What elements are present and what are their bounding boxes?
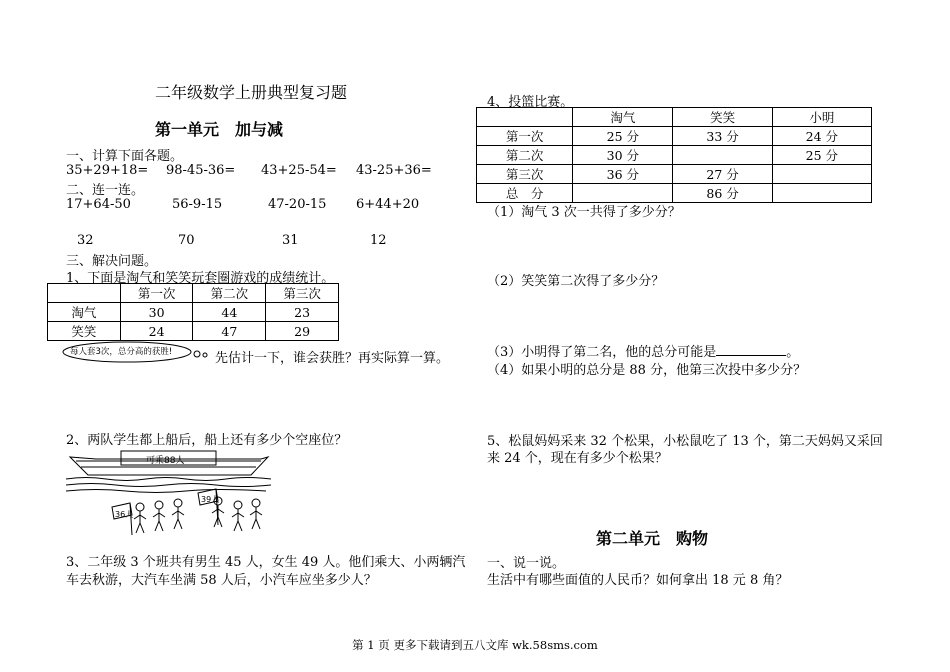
table-cell: 总 分 <box>477 184 573 203</box>
calc-item: 43-25+36= <box>356 163 432 178</box>
subquestion-1: （1）淘气 3 次一共得了多少分？ <box>487 205 681 220</box>
table-cell: 第一次 <box>477 127 573 146</box>
unit2-section1-heading: 一、说一说。 <box>487 556 566 571</box>
table-cell: 30 <box>120 303 193 322</box>
table-cell: 29 <box>266 322 339 341</box>
table-row <box>48 322 339 341</box>
table-row <box>477 184 872 203</box>
match-number: 32 <box>77 233 94 248</box>
match-expression: 17+64-50 <box>66 197 131 212</box>
match-number: 12 <box>370 233 387 248</box>
table-cell: 第三次 <box>477 165 573 184</box>
question5-line2: 来 24 个，现在有多少个松果？ <box>487 451 668 466</box>
question1-text: 先估计一下，谁会获胜？再实际算一算。 <box>215 351 450 366</box>
question3-line2: 车去秋游，大汽车坐满 58 人后，小汽车应坐多少人？ <box>66 573 377 588</box>
calc-item: 35+29+18= <box>66 163 149 178</box>
table-header: 淘气 <box>573 108 673 127</box>
answer-blank[interactable] <box>716 343 786 356</box>
table-cell: 24 <box>120 322 193 341</box>
speech-bubble-text: 每人套3次，总分高的获胜! <box>70 347 173 357</box>
subquestion-3-text: （3）小明得了第二名，他的总分可能是 <box>487 345 717 360</box>
table-row <box>477 146 872 165</box>
match-expression: 56-9-15 <box>172 197 223 212</box>
table-row <box>477 165 872 184</box>
match-expression: 47-20-15 <box>268 197 327 212</box>
table-cell: 33 分 <box>673 127 772 146</box>
page-footer: 第 1 页 更多下载请到五八文库 wk.58sms.com <box>352 638 598 652</box>
table-cell <box>573 184 673 203</box>
table-header: 第一次 <box>120 284 193 303</box>
team-flag-label: 36人 <box>115 510 134 519</box>
table-cell <box>673 146 772 165</box>
match-number: 70 <box>178 233 195 248</box>
section1-heading: 一、计算下面各题。 <box>66 149 184 164</box>
table-header: 笑笑 <box>673 108 772 127</box>
section2-heading: 二、连一连。 <box>66 183 145 198</box>
table-header <box>48 284 121 303</box>
unit1-heading: 第一单元 加与减 <box>155 120 284 139</box>
table-cell: 25 分 <box>772 146 871 165</box>
table-cell: 24 分 <box>772 127 871 146</box>
table-header <box>477 108 573 127</box>
question1: 1、下面是淘气和笑笑玩套圈游戏的成绩统计。 <box>66 271 335 286</box>
table-cell: 淘气 <box>48 303 121 322</box>
table-row <box>477 127 872 146</box>
table-header: 第三次 <box>266 284 339 303</box>
team-flag-label: 39人 <box>201 495 220 504</box>
question3-line1: 3、二年级 3 个班共有男生 45 人，女生 49 人。他们乘大、小两辆汽 <box>66 555 466 570</box>
table-cell <box>772 165 871 184</box>
section3-heading: 三、解决问题。 <box>66 254 158 269</box>
table-row <box>48 303 339 322</box>
table-cell: 第二次 <box>477 146 573 165</box>
table-header: 小明 <box>772 108 871 127</box>
calc-item: 98-45-36= <box>166 163 236 178</box>
table-cell: 23 <box>266 303 339 322</box>
question2: 2、两队学生都上船后，船上还有多少个空座位？ <box>66 433 348 448</box>
unit2-section1-text: 生活中有哪些面值的人民币？如何拿出 18 元 8 角？ <box>487 573 789 588</box>
basketball-table <box>476 107 872 203</box>
subquestion-2: （2）笑笑第二次得了多少分？ <box>487 274 665 289</box>
unit2-heading: 第二单元 购物 <box>596 529 709 548</box>
match-expression: 6+44+20 <box>356 197 420 212</box>
table-cell: 36 分 <box>573 165 673 184</box>
match-number: 31 <box>282 233 299 248</box>
table-cell: 86 分 <box>673 184 772 203</box>
question4: 4、投篮比赛。 <box>487 95 574 110</box>
subquestion-4: （4）如果小明的总分是 88 分，他第三次投中多少分？ <box>487 363 807 378</box>
question5-line1: 5、松鼠妈妈采来 32 个松果，小松鼠吃了 13 个，第二天妈妈又采回 <box>487 434 883 449</box>
subquestion-3-end: 。 <box>786 345 800 360</box>
table-header: 第二次 <box>193 284 266 303</box>
table-cell: 笑笑 <box>48 322 121 341</box>
table-cell: 47 <box>193 322 266 341</box>
table-cell: 30 分 <box>573 146 673 165</box>
subquestion-3 <box>487 341 799 360</box>
table-cell: 44 <box>193 303 266 322</box>
calc-item: 43+25-54= <box>261 163 337 178</box>
ring-toss-table <box>47 283 339 341</box>
page-title: 二年级数学上册典型复习题 <box>155 83 348 102</box>
boat-sign: 可乘88人 <box>146 456 185 466</box>
table-cell <box>772 184 871 203</box>
table-cell: 25 分 <box>573 127 673 146</box>
table-cell: 27 分 <box>673 165 772 184</box>
